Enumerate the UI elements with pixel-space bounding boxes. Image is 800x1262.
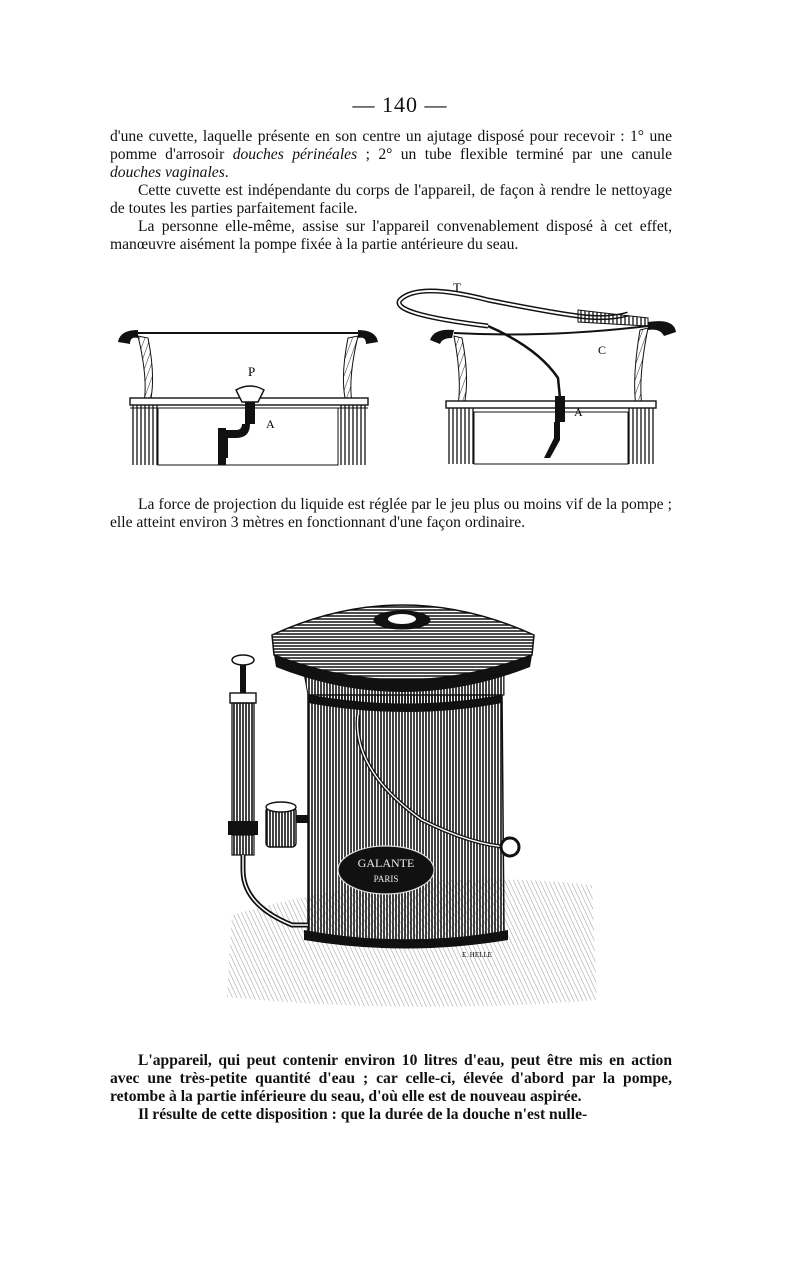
label-a-right: A (574, 405, 583, 419)
galante-apparatus-figure (212, 585, 602, 1015)
pump-cylinder (232, 703, 254, 823)
label-p: P (248, 364, 256, 379)
seat-opening (388, 614, 416, 624)
paragraph-cuvette (110, 128, 672, 182)
paragraph-block-middle (110, 496, 672, 532)
tub-cross-section-figure (108, 278, 688, 478)
maker-plate (338, 846, 434, 894)
bucket-body (304, 695, 508, 949)
label-c: C (598, 343, 607, 357)
maker-plate-name: GALANTE (357, 856, 415, 870)
paragraph-force-projection: La force de projection du liquide est réglée par le jeu plus ou moins vif de la pompe ; elle atteint environ 3 mètres en fonctionnant d'une façon ordinaire. (110, 496, 672, 531)
paragraph-block-bottom (110, 1052, 672, 1124)
left-tub-diagram (118, 330, 378, 465)
paragraph-capacite: L'appareil, qui peut contenir environ 10 litres d'eau, peut être mis en action avec une très-petite quantité d'eau ; car celle-ci, élevée d'abord par la pompe, retombe à la partie inférieure du seau, d'où elle est de nouveau aspirée. (110, 1052, 672, 1105)
text-run: . (224, 164, 229, 181)
pump-valve-chamber (266, 807, 296, 847)
engraver-signature: E. HELLE (462, 951, 492, 959)
text-run: d'une cuvette, laquelle présente en son centre un ajutage disposé pour recevoir : 1° une pomme d'arrosoir (110, 128, 672, 163)
handle-ring (501, 838, 519, 856)
hand-pump (228, 655, 308, 925)
label-a-left: A (266, 417, 275, 431)
right-tub-diagram (399, 280, 676, 464)
text-run: ; 2° un tube flexible terminé par une canule (357, 146, 673, 163)
italic-douches-perineales: douches périnéales (232, 146, 358, 163)
paragraph-nettoyage: Cette cuvette est indépendante du corps de l'appareil, de façon à rendre le nettoyage de toutes les parties parfaitement facile. (110, 182, 672, 217)
label-t: T (453, 280, 461, 295)
maker-plate-city: PARIS (373, 874, 399, 884)
page-number: — 140 — (352, 92, 448, 117)
pump-knob (232, 655, 254, 665)
italic-douches-vaginales: douches vaginales (110, 164, 225, 181)
paragraph-personne: La personne elle-même, assise sur l'appareil convenablement disposé à cet effet, manœuvre aisément la pompe fixée à la partie antérieure du seau. (110, 218, 672, 253)
paragraph-block-top (110, 128, 672, 254)
paragraph-disposition: Il résulte de cette disposition : que la durée de la douche n'est nulle- (138, 1106, 588, 1123)
pump-rod (240, 665, 246, 695)
